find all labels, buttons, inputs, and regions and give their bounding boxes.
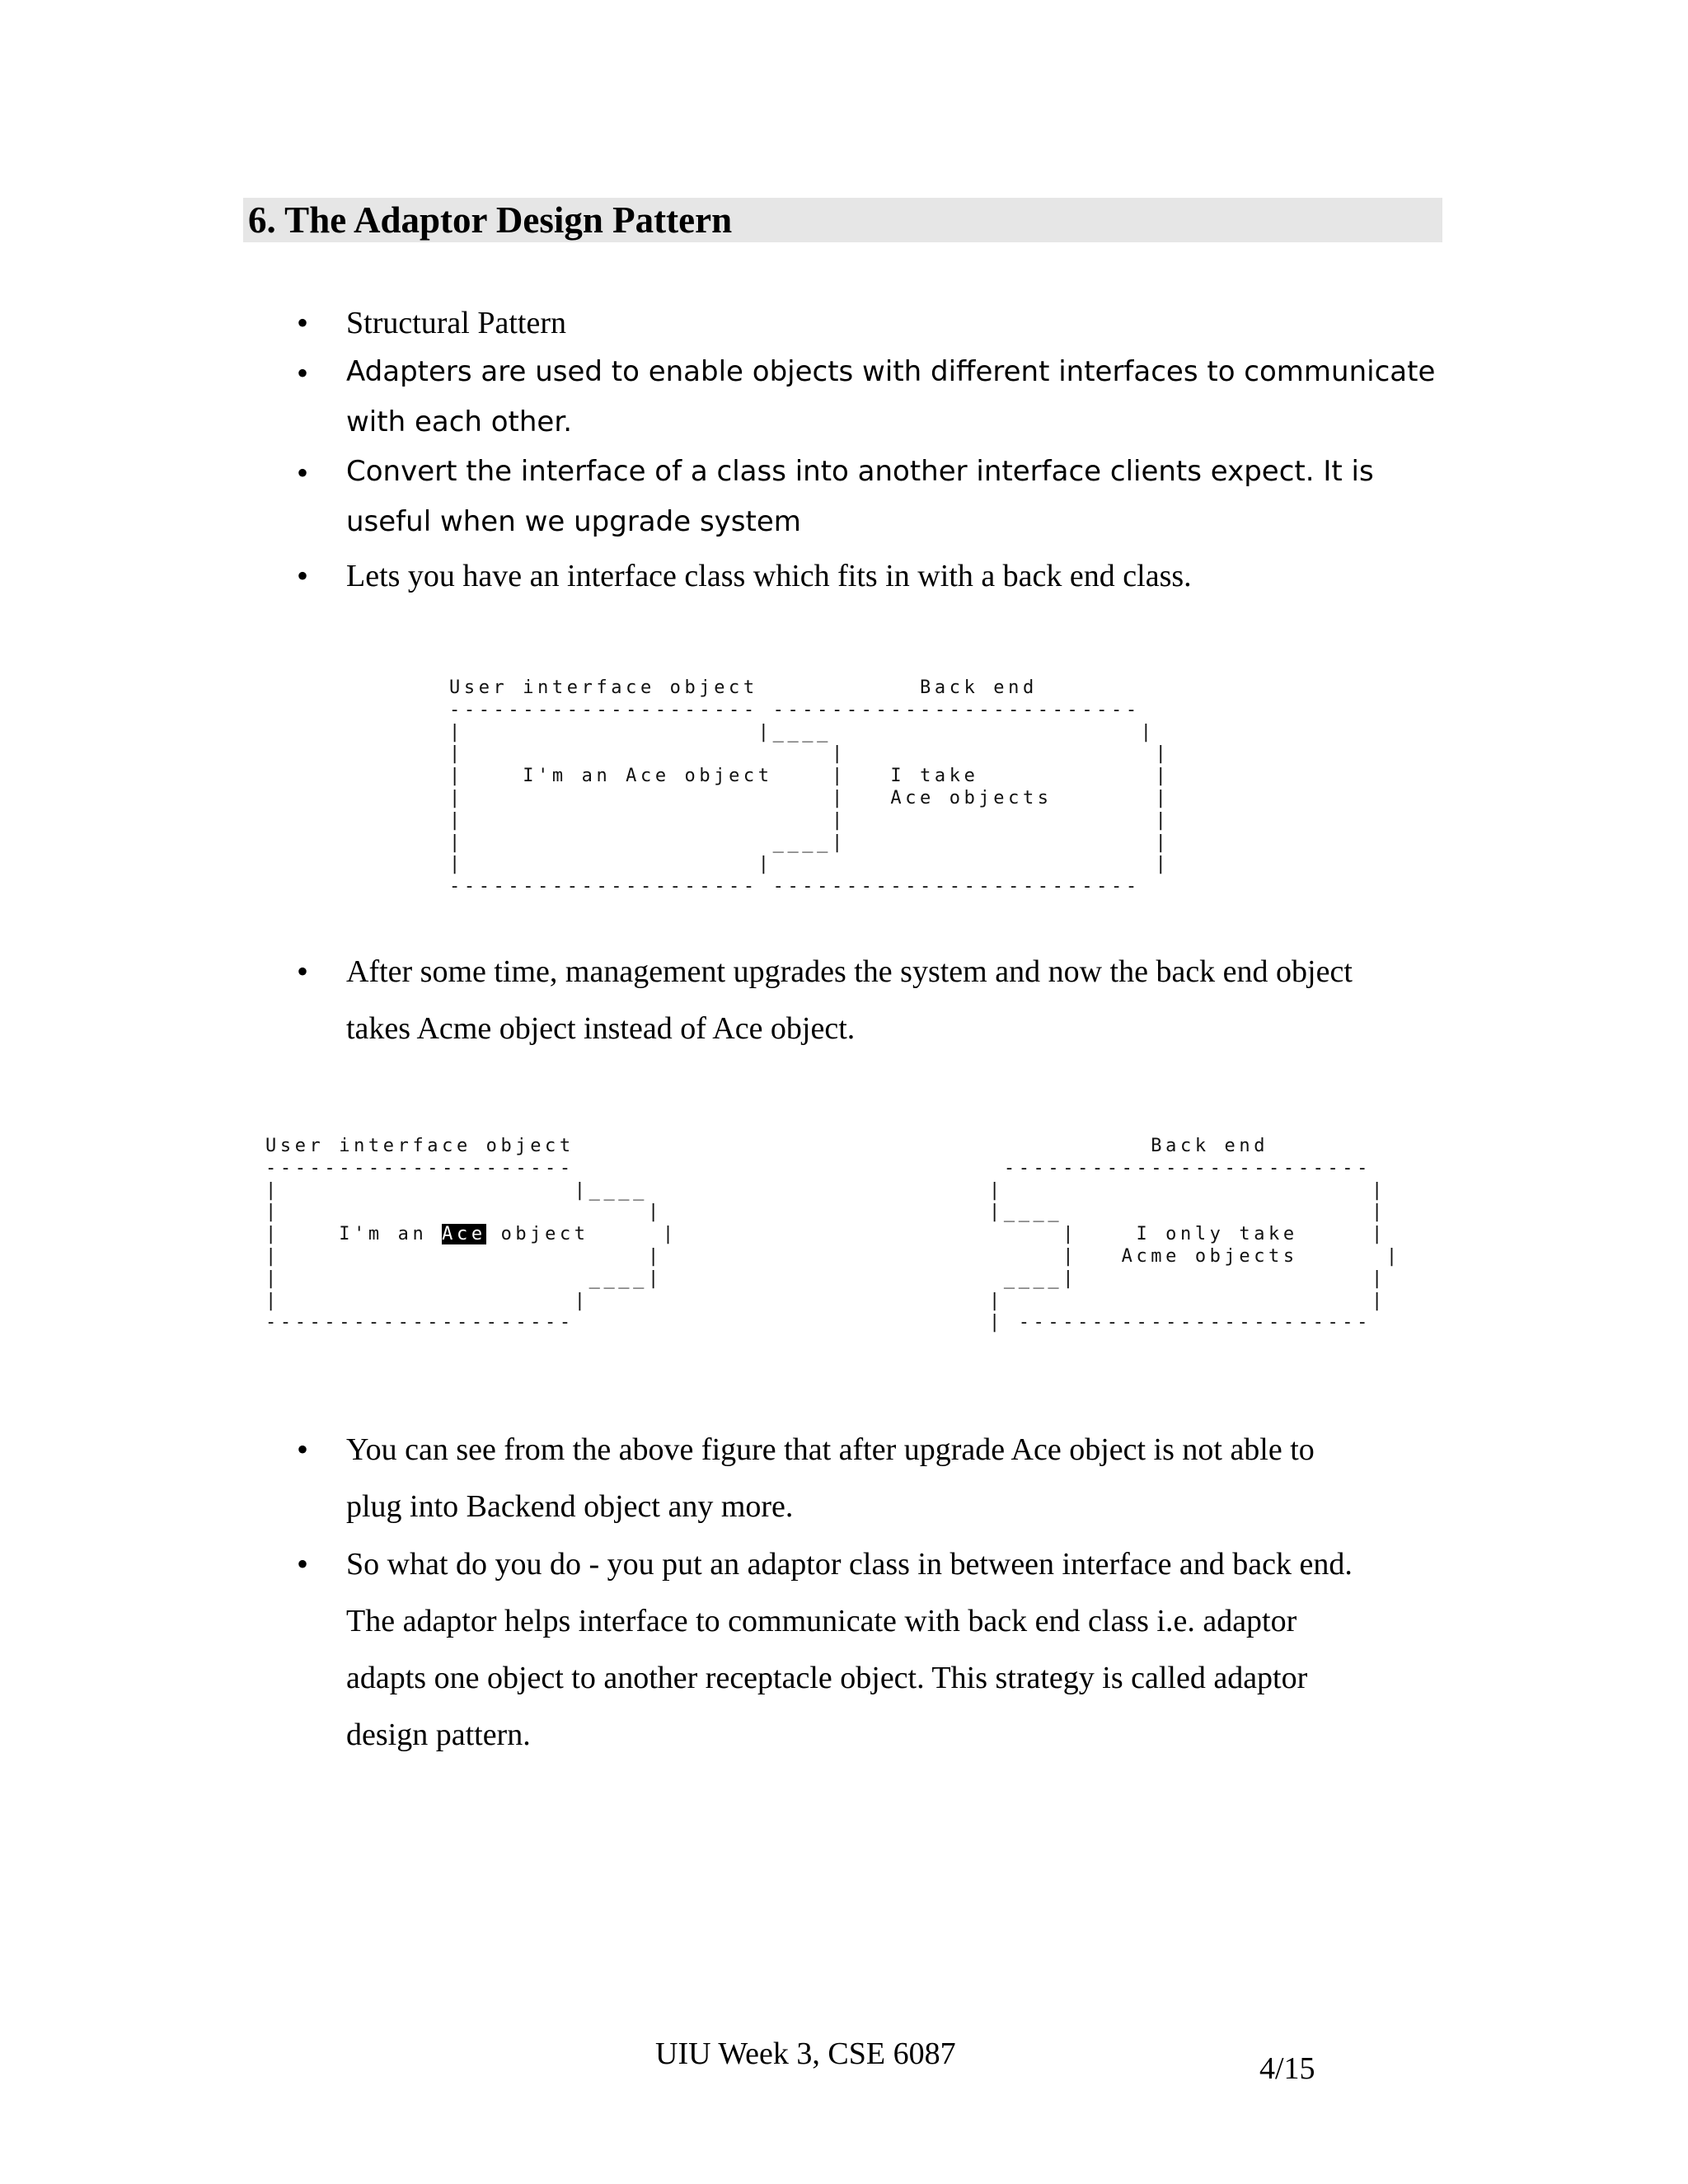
- bullet-text-line: useful when we upgrade system: [346, 505, 801, 538]
- bullet-dot: •: [297, 557, 309, 594]
- bullet-text-line: Adapters are used to enable objects with different interfaces to communicate: [346, 355, 1436, 388]
- diagram1-left-title: User interface object: [449, 677, 758, 698]
- page-footer: UIU Week 3, CSE 6087: [655, 2036, 956, 2071]
- diagram2-right-title: Back end: [1151, 1136, 1269, 1156]
- bullet-text-line: design pattern.: [346, 1718, 531, 1752]
- bullet-text: Lets you have an interface class which fits in with a back end class.: [346, 559, 1192, 593]
- bullet-dot: •: [297, 454, 309, 491]
- diagram1-right-line1: I take: [890, 766, 979, 787]
- diagram1-right-title: Back end: [920, 677, 1038, 698]
- bullet-text-line: After some time, management upgrades the system and now the back end object: [346, 954, 1353, 989]
- diagram2-left-title: User interface object: [265, 1136, 574, 1156]
- diagram2-left-text-after: object: [500, 1224, 589, 1245]
- ace-highlight: Ace: [442, 1224, 486, 1245]
- bullet-text-line: You can see from the above figure that after upgrade Ace object is not able to: [346, 1432, 1315, 1467]
- bullet-text-line: takes Acme object instead of Ace object.: [346, 1011, 856, 1046]
- diagram1-right-line2: Ace objects: [890, 787, 1053, 808]
- adaptor-diagram-after-backend: Back end ------------------------- | | |____ | | I only take | | Acme objects | ____| | | | | ------------------------: [989, 1136, 1401, 1333]
- bullet-text-line: adapts one object to another receptacle object. This strategy is called adaptor: [346, 1661, 1308, 1695]
- diagram2-right-line2: Acme objects: [1121, 1245, 1298, 1267]
- bullet-text-line: with each other.: [346, 405, 573, 438]
- bullet-dot: •: [297, 354, 309, 391]
- bullet-text-line: plug into Backend object any more.: [346, 1489, 794, 1524]
- page-number: 4/15: [1259, 2051, 1315, 2086]
- bullet-dot: •: [297, 1545, 309, 1582]
- bullet-text-line: The adaptor helps interface to communicate with back end class i.e. adaptor: [346, 1604, 1297, 1638]
- diagram2-right-line1: I only take: [1136, 1224, 1298, 1245]
- bullet-text-line: So what do you do - you put an adaptor class in between interface and back end.: [346, 1547, 1353, 1582]
- bullet-dot: •: [297, 1431, 309, 1468]
- section-heading: 6. The Adaptor Design Pattern: [248, 199, 733, 241]
- diagram1-left-text: I'm an Ace object: [523, 766, 773, 787]
- adaptor-diagram-after-interface: User interface object --------------------- | |____ | | | I'm an Ace object | | | | ____| | | ---------------------: [265, 1136, 678, 1333]
- bullet-text-line: Convert the interface of a class into another interface clients expect. It is: [346, 455, 1374, 488]
- bullet-dot: •: [297, 953, 309, 990]
- bullet-dot: •: [297, 304, 309, 341]
- bullet-text: Structural Pattern: [346, 306, 566, 340]
- adaptor-diagram-before: User interface object Back end --------------------- ------------------------- | |____ | | | | | I'm an Ace object | I take | | | Ace objects | | | | | ____| | | | | --------------------- -------------------------: [449, 677, 1170, 898]
- diagram2-left-text-before: I'm an: [339, 1224, 428, 1245]
